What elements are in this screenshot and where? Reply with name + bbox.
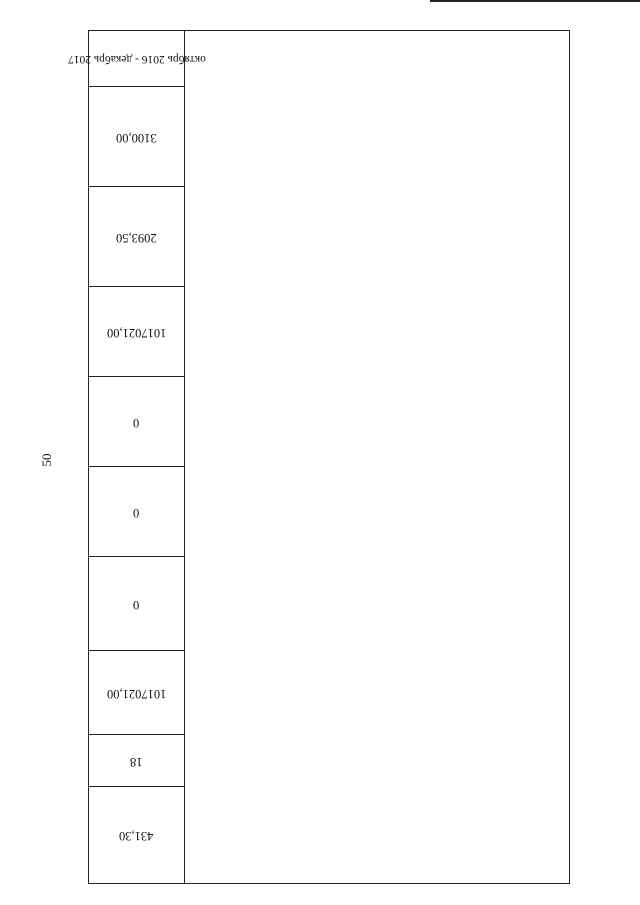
living-area-value: 431,30 (119, 828, 154, 843)
page-number: 50 (39, 453, 54, 467)
table-cell-cost (89, 287, 184, 377)
table-cell-living (89, 787, 184, 883)
apartments-value: 18 (130, 754, 143, 769)
zero-value: 0 (133, 505, 140, 520)
table-cell-apartments (89, 735, 184, 787)
table-cell-price (89, 87, 184, 187)
zero-value: 0 (133, 597, 140, 612)
table-cell-zero (89, 557, 184, 651)
table-cell-area (89, 187, 184, 287)
price-value: 3100,00 (116, 130, 157, 145)
area-value: 2093,50 (116, 230, 157, 245)
table-cell-zero (89, 377, 184, 467)
table-cell-total (89, 651, 184, 735)
zero-value: 0 (133, 415, 140, 430)
table-cell-period (67, 31, 206, 87)
top-rule (430, 0, 640, 2)
housing-repair-table (67, 30, 570, 884)
total-value: 1017021,00 (106, 686, 167, 701)
cost-value: 1017021,00 (106, 325, 167, 340)
table-cell-zero (89, 467, 184, 557)
period-text: октябрь 2016 - декабрь 2017 (67, 53, 206, 66)
table-column (67, 31, 206, 883)
